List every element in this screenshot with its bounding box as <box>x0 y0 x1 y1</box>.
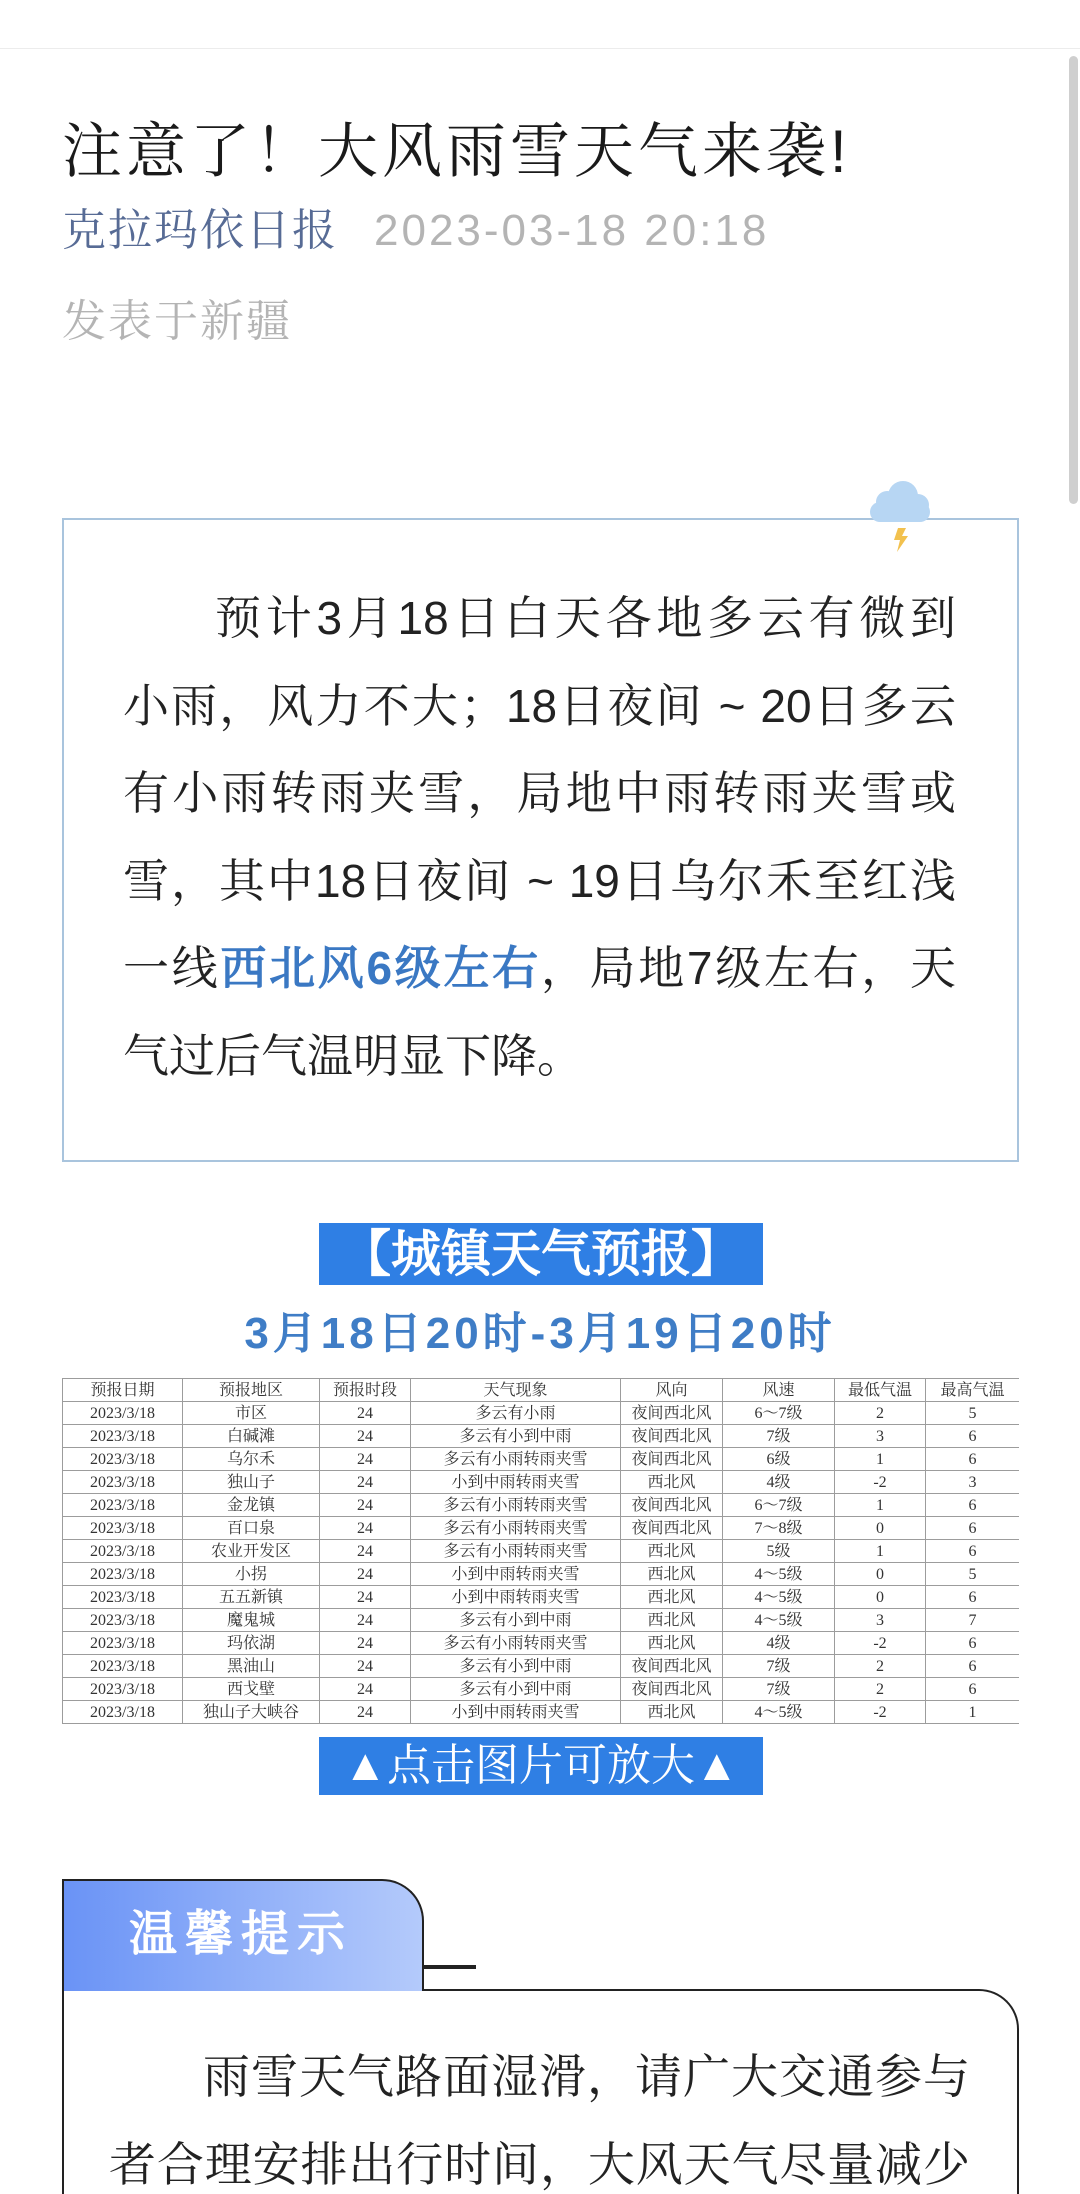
forecast-period: 3月18日20时-3月19日20时 <box>244 1309 836 1358</box>
table-header-cell: 预报日期 <box>63 1379 183 1402</box>
table-cell: 夜间西北风 <box>621 1678 723 1701</box>
table-cell: 6 <box>926 1448 1020 1471</box>
forecast-heading: 【城镇天气预报】 <box>319 1223 763 1285</box>
table-cell: 24 <box>320 1517 411 1540</box>
table-row <box>63 1609 1020 1632</box>
forecast-table <box>62 1378 1019 1724</box>
table-header-cell: 最高气温 <box>926 1379 1020 1402</box>
table-header-cell: 预报时段 <box>320 1379 411 1402</box>
table-cell: 3 <box>926 1471 1020 1494</box>
table-cell: -2 <box>835 1471 926 1494</box>
table-cell: 7 <box>926 1609 1020 1632</box>
table-row <box>63 1678 1020 1701</box>
table-cell: 1 <box>835 1494 926 1517</box>
table-cell: 5 <box>926 1563 1020 1586</box>
table-row <box>63 1655 1020 1678</box>
table-cell: 2 <box>835 1678 926 1701</box>
summary-line: 雪，其中18日夜间 ~ 19日乌尔禾至红浅 <box>123 854 956 907</box>
table-row <box>63 1425 1020 1448</box>
table-row <box>63 1632 1020 1655</box>
table-cell: 0 <box>835 1586 926 1609</box>
forecast-summary-box <box>62 518 1019 1162</box>
table-cell: 西北风 <box>621 1701 723 1724</box>
table-cell: 2 <box>835 1402 926 1425</box>
table-cell: 小到中雨转雨夹雪 <box>411 1471 621 1494</box>
table-cell: 农业开发区 <box>183 1540 320 1563</box>
table-cell: 多云有小雨转雨夹雪 <box>411 1632 621 1655</box>
table-cell: 6 <box>926 1425 1020 1448</box>
table-cell: 2 <box>835 1655 926 1678</box>
summary-line: 小雨，风力不大；18日夜间 ~ 20日多云 <box>123 679 956 732</box>
article-meta <box>62 204 769 258</box>
table-cell: 4级 <box>723 1632 835 1655</box>
table-cell: 24 <box>320 1494 411 1517</box>
table-cell: 小到中雨转雨夹雪 <box>411 1563 621 1586</box>
table-cell: 西北风 <box>621 1540 723 1563</box>
table-cell: 西北风 <box>621 1563 723 1586</box>
table-cell: 2023/3/18 <box>63 1540 183 1563</box>
table-cell: 2023/3/18 <box>63 1425 183 1448</box>
table-cell: 2023/3/18 <box>63 1609 183 1632</box>
tips-box <box>62 1989 1019 2194</box>
table-cell: 4～5级 <box>723 1609 835 1632</box>
scrollbar[interactable] <box>1069 56 1078 504</box>
table-cell: 小到中雨转雨夹雪 <box>411 1701 621 1724</box>
table-cell: 多云有小雨转雨夹雪 <box>411 1517 621 1540</box>
tips-label: 温馨提示 <box>129 1908 354 1961</box>
table-cell: 夜间西北风 <box>621 1402 723 1425</box>
table-row <box>63 1517 1020 1540</box>
publish-datetime: 2023-03-18 20:18 <box>374 206 770 255</box>
table-cell: 西北风 <box>621 1471 723 1494</box>
table-cell: 4～5级 <box>723 1701 835 1724</box>
table-cell: 五五新镇 <box>183 1586 320 1609</box>
table-cell: 多云有小到中雨 <box>411 1678 621 1701</box>
table-cell: 多云有小到中雨 <box>411 1425 621 1448</box>
table-cell: 夜间西北风 <box>621 1448 723 1471</box>
table-cell: 百口泉 <box>183 1517 320 1540</box>
table-cell: 西北风 <box>621 1586 723 1609</box>
tips-connector-line <box>424 1965 476 1969</box>
top-divider <box>0 48 1080 49</box>
table-header-cell: 风向 <box>621 1379 723 1402</box>
table-cell: 白碱滩 <box>183 1425 320 1448</box>
table-cell: 1 <box>926 1701 1020 1724</box>
table-cell: 多云有小雨转雨夹雪 <box>411 1540 621 1563</box>
table-cell: 玛依湖 <box>183 1632 320 1655</box>
table-cell: 3 <box>835 1609 926 1632</box>
table-cell: 小拐 <box>183 1563 320 1586</box>
table-row <box>63 1471 1020 1494</box>
table-cell: -2 <box>835 1701 926 1724</box>
table-cell: 西北风 <box>621 1609 723 1632</box>
table-header-row <box>63 1379 1020 1402</box>
table-cell: 金龙镇 <box>183 1494 320 1517</box>
table-cell: 6 <box>926 1655 1020 1678</box>
table-cell: 2023/3/18 <box>63 1517 183 1540</box>
table-cell: 多云有小到中雨 <box>411 1655 621 1678</box>
tips-line: 雨雪天气路面湿滑，请广大交通参与 <box>203 2050 970 2103</box>
table-cell: 5 <box>926 1402 1020 1425</box>
table-cell: 2023/3/18 <box>63 1563 183 1586</box>
table-cell: 24 <box>320 1540 411 1563</box>
cloud-lightning-icon <box>860 478 940 558</box>
table-cell: 2023/3/18 <box>63 1494 183 1517</box>
table-cell: 4～5级 <box>723 1586 835 1609</box>
article-title: 注意了！大风雨雪天气来袭! <box>62 118 851 186</box>
table-header-cell: 风速 <box>723 1379 835 1402</box>
table-cell: 夜间西北风 <box>621 1655 723 1678</box>
tips-tab <box>62 1879 424 1991</box>
table-row <box>63 1540 1020 1563</box>
table-cell: 24 <box>320 1471 411 1494</box>
wind-highlight: 西北风6级左右 <box>220 942 541 994</box>
table-cell: 夜间西北风 <box>621 1517 723 1540</box>
table-cell: 2023/3/18 <box>63 1632 183 1655</box>
table-cell: 1 <box>835 1540 926 1563</box>
table-cell: 6 <box>926 1517 1020 1540</box>
table-cell: 4级 <box>723 1471 835 1494</box>
table-cell: 6级 <box>723 1448 835 1471</box>
table-cell: 0 <box>835 1517 926 1540</box>
table-cell: 0 <box>835 1563 926 1586</box>
table-cell: 24 <box>320 1402 411 1425</box>
table-cell: 独山子大峡谷 <box>183 1701 320 1724</box>
table-cell: 4～5级 <box>723 1563 835 1586</box>
table-cell: 7级 <box>723 1655 835 1678</box>
table-cell: 7～8级 <box>723 1517 835 1540</box>
table-cell: 7级 <box>723 1425 835 1448</box>
table-cell: 6 <box>926 1540 1020 1563</box>
table-cell: 黑油山 <box>183 1655 320 1678</box>
table-row <box>63 1448 1020 1471</box>
table-cell: 24 <box>320 1425 411 1448</box>
table-cell: 乌尔禾 <box>183 1448 320 1471</box>
table-cell: 西北风 <box>621 1632 723 1655</box>
table-cell: 24 <box>320 1586 411 1609</box>
table-cell: 24 <box>320 1678 411 1701</box>
table-row <box>63 1586 1020 1609</box>
table-cell: -2 <box>835 1632 926 1655</box>
table-cell: 多云有小到中雨 <box>411 1609 621 1632</box>
summary-text: 一线 <box>123 942 221 994</box>
summary-line: 气过后气温明显下降。 <box>123 1029 583 1082</box>
tips-line: 者合理安排出行时间，大风天气尽量减少 <box>109 2138 970 2191</box>
table-row <box>63 1402 1020 1425</box>
table-cell: 2023/3/18 <box>63 1402 183 1425</box>
table-cell: 2023/3/18 <box>63 1655 183 1678</box>
table-cell: 多云有小雨转雨夹雪 <box>411 1448 621 1471</box>
table-cell: 小到中雨转雨夹雪 <box>411 1586 621 1609</box>
table-cell: 独山子 <box>183 1471 320 1494</box>
table-cell: 6 <box>926 1632 1020 1655</box>
table-cell: 夜间西北风 <box>621 1425 723 1448</box>
table-row <box>63 1701 1020 1724</box>
table-row <box>63 1563 1020 1586</box>
table-cell: 24 <box>320 1632 411 1655</box>
table-cell: 夜间西北风 <box>621 1494 723 1517</box>
table-cell: 6 <box>926 1494 1020 1517</box>
table-cell: 24 <box>320 1448 411 1471</box>
table-cell: 1 <box>835 1448 926 1471</box>
summary-line: 预计3月18日白天各地多云有微到 <box>215 592 956 644</box>
table-cell: 6 <box>926 1586 1020 1609</box>
table-cell: 3 <box>835 1425 926 1448</box>
table-cell: 24 <box>320 1655 411 1678</box>
table-cell: 魔鬼城 <box>183 1609 320 1632</box>
table-cell: 24 <box>320 1563 411 1586</box>
forecast-table-image[interactable] <box>62 1378 1019 1724</box>
table-cell: 西戈壁 <box>183 1678 320 1701</box>
summary-text: ，局地7级左右，天 <box>540 942 956 994</box>
table-cell: 24 <box>320 1701 411 1724</box>
table-cell: 6～7级 <box>723 1402 835 1425</box>
table-cell: 6～7级 <box>723 1494 835 1517</box>
summary-line: 有小雨转雨夹雪，局地中雨转雨夹雪或 <box>123 767 956 819</box>
table-cell: 2023/3/18 <box>63 1448 183 1471</box>
table-cell: 2023/3/18 <box>63 1471 183 1494</box>
zoom-hint-banner: ▲点击图片可放大▲ <box>319 1737 763 1795</box>
table-header-cell: 天气现象 <box>411 1379 621 1402</box>
table-header-cell: 最低气温 <box>835 1379 926 1402</box>
table-cell: 2023/3/18 <box>63 1678 183 1701</box>
table-cell: 7级 <box>723 1678 835 1701</box>
table-cell: 24 <box>320 1609 411 1632</box>
table-cell: 2023/3/18 <box>63 1586 183 1609</box>
table-cell: 2023/3/18 <box>63 1701 183 1724</box>
summary-line <box>123 925 956 1013</box>
table-cell: 6 <box>926 1678 1020 1701</box>
table-row <box>63 1494 1020 1517</box>
table-cell: 多云有小雨转雨夹雪 <box>411 1494 621 1517</box>
table-cell: 多云有小雨 <box>411 1402 621 1425</box>
author-link[interactable]: 克拉玛依日报 <box>62 206 338 255</box>
table-cell: 市区 <box>183 1402 320 1425</box>
publish-location: 发表于新疆 <box>62 297 292 346</box>
table-cell: 5级 <box>723 1540 835 1563</box>
table-header-cell: 预报地区 <box>183 1379 320 1402</box>
